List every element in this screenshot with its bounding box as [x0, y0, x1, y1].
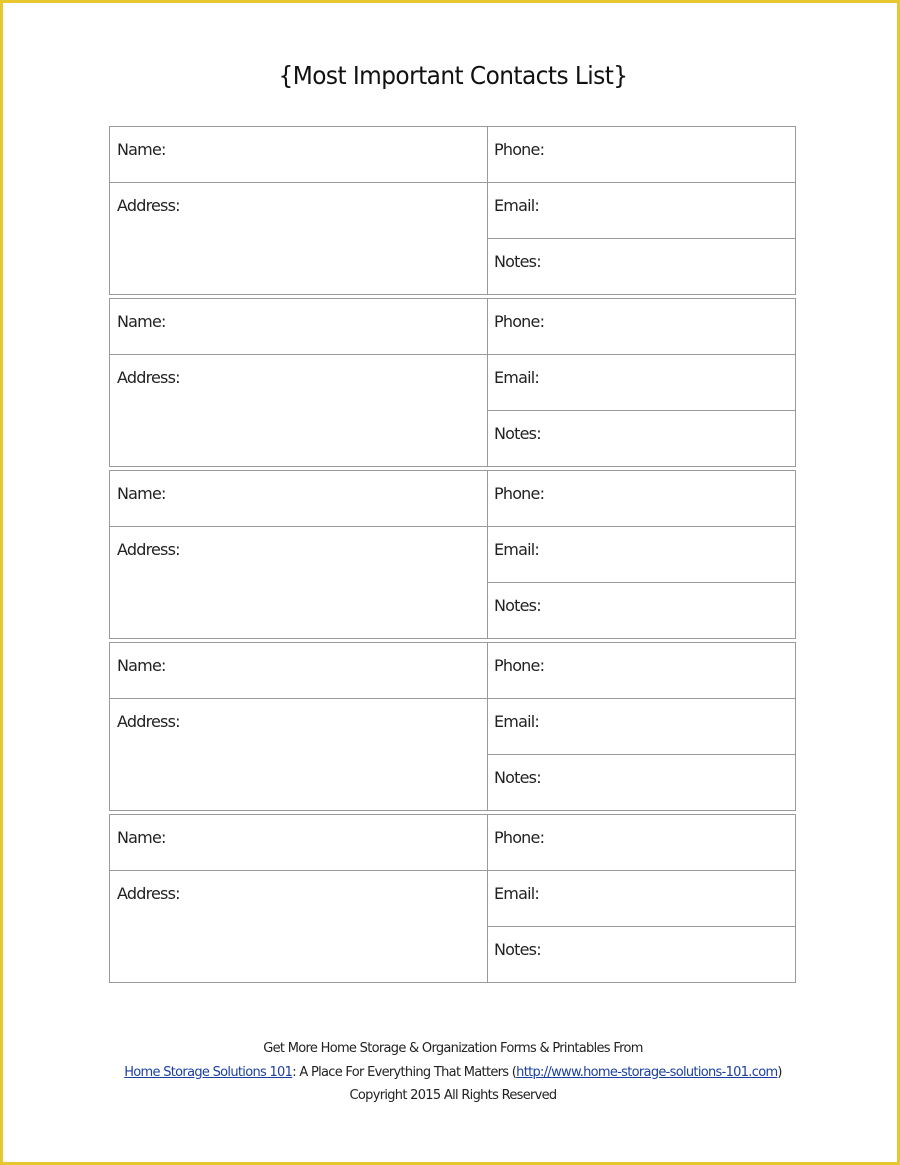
email-field[interactable]: [488, 871, 795, 927]
phone-label: Phone:: [494, 656, 545, 675]
name-field[interactable]: [110, 643, 488, 699]
address-label: Address:: [117, 196, 180, 215]
email-label: Email:: [494, 196, 539, 215]
footer: [3, 1037, 900, 1108]
notes-field[interactable]: [488, 927, 795, 983]
notes-field[interactable]: [488, 755, 795, 811]
phone-label: Phone:: [494, 140, 545, 159]
address-field[interactable]: [110, 527, 488, 639]
address-label: Address:: [117, 712, 180, 731]
notes-field[interactable]: [488, 411, 795, 467]
address-label: Address:: [117, 540, 180, 559]
phone-label: Phone:: [494, 312, 545, 331]
notes-label: Notes:: [494, 768, 541, 787]
contact-block-3: [109, 470, 796, 639]
page-title: {Most Important Contacts List}: [278, 61, 628, 90]
email-label: Email:: [494, 884, 539, 903]
email-field[interactable]: [488, 355, 795, 411]
name-field[interactable]: [110, 815, 488, 871]
contact-block-5: [109, 814, 796, 983]
address-label: Address:: [117, 368, 180, 387]
email-label: Email:: [494, 712, 539, 731]
footer-tagline: : A Place For Everything That Matters (: [292, 1064, 517, 1080]
name-label: Name:: [117, 140, 166, 159]
email-field[interactable]: [488, 183, 795, 239]
address-field[interactable]: [110, 183, 488, 295]
contact-block-1: [109, 126, 796, 295]
address-field[interactable]: [110, 699, 488, 811]
email-field[interactable]: [488, 527, 795, 583]
name-field[interactable]: [110, 299, 488, 355]
footer-tagline-end: ): [777, 1064, 782, 1080]
footer-copyright: Copyright 2015 All Rights Reserved: [349, 1088, 557, 1103]
phone-field[interactable]: [488, 815, 795, 871]
notes-label: Notes:: [494, 596, 541, 615]
notes-label: Notes:: [494, 940, 541, 959]
notes-field[interactable]: [488, 239, 795, 295]
footer-line-1: Get More Home Storage & Organization Forms & Printables From: [263, 1041, 643, 1056]
contact-block-2: [109, 298, 796, 467]
name-label: Name:: [117, 828, 166, 847]
notes-field[interactable]: [488, 583, 795, 639]
name-label: Name:: [117, 656, 166, 675]
notes-label: Notes:: [494, 252, 541, 271]
contact-block-4: [109, 642, 796, 811]
phone-field[interactable]: [488, 643, 795, 699]
phone-label: Phone:: [494, 828, 545, 847]
name-label: Name:: [117, 484, 166, 503]
phone-label: Phone:: [494, 484, 545, 503]
address-field[interactable]: [110, 871, 488, 983]
phone-field[interactable]: [488, 127, 795, 183]
notes-label: Notes:: [494, 424, 541, 443]
email-field[interactable]: [488, 699, 795, 755]
email-label: Email:: [494, 368, 539, 387]
name-field[interactable]: [110, 127, 488, 183]
address-label: Address:: [117, 884, 180, 903]
footer-line-2: [3, 1061, 900, 1085]
name-field[interactable]: [110, 471, 488, 527]
site-url-link[interactable]: http://www.home-storage-solutions-101.com: [516, 1064, 778, 1080]
phone-field[interactable]: [488, 471, 795, 527]
email-label: Email:: [494, 540, 539, 559]
address-field[interactable]: [110, 355, 488, 467]
site-name-link[interactable]: Home Storage Solutions 101: [124, 1064, 293, 1080]
name-label: Name:: [117, 312, 166, 331]
phone-field[interactable]: [488, 299, 795, 355]
